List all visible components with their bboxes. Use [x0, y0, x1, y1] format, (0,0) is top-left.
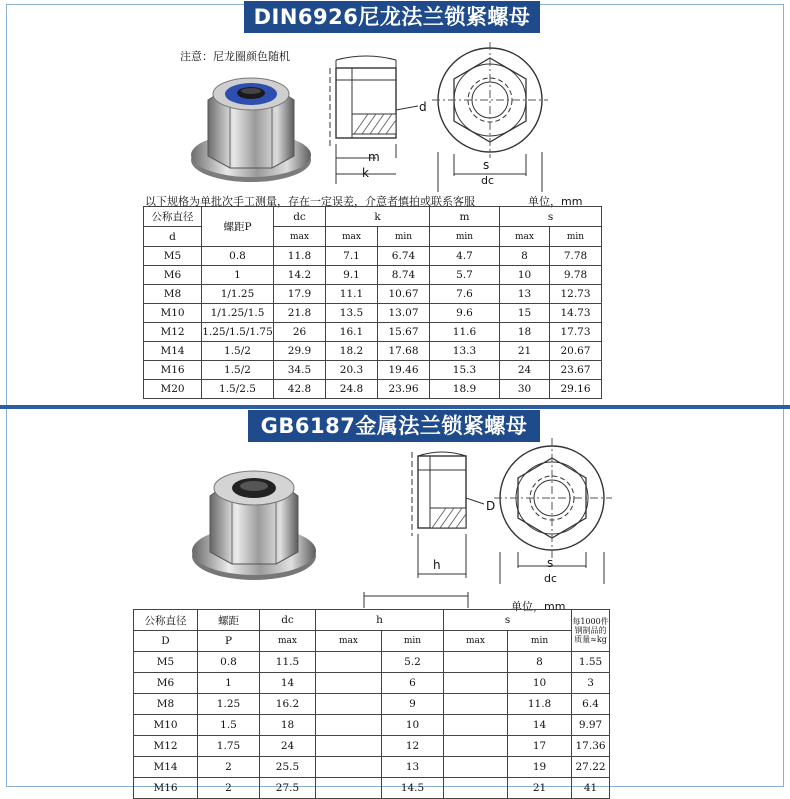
table-cell: 21 — [500, 342, 550, 361]
metal-nut-section-drawing — [404, 446, 494, 582]
table-cell — [316, 715, 382, 736]
h-dimension-line — [360, 590, 474, 608]
table-cell: 30 — [500, 380, 550, 399]
table-cell: M5 — [144, 247, 202, 266]
table-cell: 10 — [500, 266, 550, 285]
table-cell: 29.16 — [550, 380, 602, 399]
table-cell: 15.3 — [430, 361, 500, 380]
table-cell: 11.8 — [274, 247, 326, 266]
table-cell: M20 — [144, 380, 202, 399]
table-cell: M8 — [144, 285, 202, 304]
table-cell: 16.1 — [326, 323, 378, 342]
table-cell: 12 — [382, 736, 444, 757]
table-cell: 27.5 — [260, 778, 316, 799]
table-cell — [316, 757, 382, 778]
table-cell: 17.68 — [378, 342, 430, 361]
table-cell: 12.73 — [550, 285, 602, 304]
table-cell — [444, 652, 508, 673]
table-cell: 34.5 — [274, 361, 326, 380]
header-nominal-2: 公称直径 — [134, 610, 198, 631]
table-cell: 20.67 — [550, 342, 602, 361]
header-P: P — [198, 631, 260, 652]
header-s: s — [500, 207, 602, 227]
table-cell: 0.8 — [202, 247, 274, 266]
table-cell: 1.55 — [572, 652, 610, 673]
nylon-color-note: 注意：尼龙圈颜色随机 — [180, 50, 290, 63]
metal-nut-top-view-drawing — [494, 436, 616, 586]
table-cell: 1/1.25 — [202, 285, 274, 304]
table-cell: 26 — [274, 323, 326, 342]
table-cell: M10 — [134, 715, 198, 736]
table-cell: 11.8 — [508, 694, 572, 715]
header-h: h — [316, 610, 444, 631]
nylon-nut-section-drawing — [322, 48, 432, 190]
table-cell: 1.5/2.5 — [202, 380, 274, 399]
table-cell: 17.36 — [572, 736, 610, 757]
table-cell: M14 — [144, 342, 202, 361]
header-s-min: min — [550, 227, 602, 247]
table-row — [144, 361, 602, 380]
table-cell: 1.25 — [198, 694, 260, 715]
table-cell: 21.8 — [274, 304, 326, 323]
table-cell: 9.1 — [326, 266, 378, 285]
table-cell: 9.97 — [572, 715, 610, 736]
table-row — [144, 304, 602, 323]
table-cell: 19.46 — [378, 361, 430, 380]
gb6187-spec-table — [133, 609, 610, 799]
table-cell: 41 — [572, 778, 610, 799]
table-cell: 6.74 — [378, 247, 430, 266]
header-D: D — [134, 631, 198, 652]
table-cell: 20.3 — [326, 361, 378, 380]
table-cell: 8.74 — [378, 266, 430, 285]
table-cell — [444, 715, 508, 736]
header-dc-max: max — [274, 227, 326, 247]
table-cell: M5 — [134, 652, 198, 673]
table-cell: M6 — [134, 673, 198, 694]
unit-label-1: 单位，mm — [528, 195, 583, 208]
table-cell: 27.22 — [572, 757, 610, 778]
table-cell — [316, 736, 382, 757]
header-k-min: min — [378, 227, 430, 247]
table-cell: 24.8 — [326, 380, 378, 399]
table-cell: 8 — [508, 652, 572, 673]
table-row — [144, 342, 602, 361]
dim-label-s: s — [483, 158, 490, 172]
dim-label-k: k — [362, 166, 369, 180]
table-row — [134, 778, 610, 799]
table-cell: 1 — [202, 266, 274, 285]
table-cell — [316, 778, 382, 799]
table-cell: 1.25/1.5/1.75 — [202, 323, 274, 342]
table-cell: 2 — [198, 757, 260, 778]
din6926-spec-table — [143, 206, 602, 399]
dim-label-d: d — [419, 100, 427, 114]
table-cell: 24 — [260, 736, 316, 757]
table-cell: 5.2 — [382, 652, 444, 673]
nylon-nut-photo — [186, 60, 316, 188]
header-s-max: max — [500, 227, 550, 247]
table-cell: 1.5/2 — [202, 361, 274, 380]
table-cell: 3 — [572, 673, 610, 694]
table-row — [144, 323, 602, 342]
table-cell: 7.6 — [430, 285, 500, 304]
table-cell: 18.9 — [430, 380, 500, 399]
section-divider — [0, 405, 790, 409]
table-row — [134, 715, 610, 736]
header-dc-2: dc — [260, 610, 316, 631]
table-cell: 24 — [500, 361, 550, 380]
table-cell: 7.78 — [550, 247, 602, 266]
table-cell: 1 — [198, 673, 260, 694]
table-cell — [444, 778, 508, 799]
header-s-2: s — [444, 610, 572, 631]
table-cell — [444, 673, 508, 694]
table-cell: 10 — [382, 715, 444, 736]
table-row — [144, 285, 602, 304]
table-cell: M10 — [144, 304, 202, 323]
table-cell: 13.5 — [326, 304, 378, 323]
table-cell: 17.73 — [550, 323, 602, 342]
table-cell: 9 — [382, 694, 444, 715]
measurement-note: 以下规格为单批次手工测量，存在一定误差，介意者慎拍或联系客服 — [145, 195, 475, 208]
dim-label-s2: s — [547, 556, 554, 570]
table-cell: 18 — [500, 323, 550, 342]
dim-label-D: D — [486, 499, 496, 513]
table-cell: M8 — [134, 694, 198, 715]
table-cell: 14 — [508, 715, 572, 736]
table-cell: 1.75 — [198, 736, 260, 757]
nylon-nut-top-view-drawing — [432, 42, 548, 192]
table-row — [144, 266, 602, 285]
table-cell — [316, 652, 382, 673]
section2-title: GB6187金属法兰锁紧螺母 — [248, 410, 540, 442]
table-cell: 2 — [198, 778, 260, 799]
table-cell: 17.9 — [274, 285, 326, 304]
table-cell: 7.1 — [326, 247, 378, 266]
table-cell: 25.5 — [260, 757, 316, 778]
header-m: m — [430, 207, 500, 227]
table-cell: 14 — [260, 673, 316, 694]
header-m-min: min — [430, 227, 500, 247]
table-cell: 19 — [508, 757, 572, 778]
table-cell: 23.96 — [378, 380, 430, 399]
table-cell: M14 — [134, 757, 198, 778]
table-cell: 1.5 — [198, 715, 260, 736]
table-cell: 13.07 — [378, 304, 430, 323]
table-cell: 15.67 — [378, 323, 430, 342]
table-cell: 14.5 — [382, 778, 444, 799]
table-cell: 11.5 — [260, 652, 316, 673]
table-cell — [444, 736, 508, 757]
header-nominal: 公称直径 — [144, 207, 202, 227]
table-cell: 18.2 — [326, 342, 378, 361]
header-d: d — [144, 227, 202, 247]
table-cell: 13 — [500, 285, 550, 304]
table-row — [134, 673, 610, 694]
header-pitch: 螺距P — [202, 207, 274, 247]
header-weight: 每1000件钢制品的质量≈kg — [572, 610, 610, 652]
table-cell: 11.6 — [430, 323, 500, 342]
table-cell: M6 — [144, 266, 202, 285]
metal-nut-photo — [188, 452, 320, 584]
dim-label-dc: dc — [481, 174, 495, 187]
table-cell — [316, 694, 382, 715]
dim-label-m: m — [368, 150, 380, 164]
table-row — [134, 736, 610, 757]
table-cell: 13.3 — [430, 342, 500, 361]
table-cell — [444, 757, 508, 778]
header-s2-min: min — [508, 631, 572, 652]
table-cell: 8 — [500, 247, 550, 266]
table-row — [134, 757, 610, 778]
header-k-max: max — [326, 227, 378, 247]
dim-label-dc2: dc — [544, 572, 558, 585]
table-row — [134, 694, 610, 715]
table-cell: 6 — [382, 673, 444, 694]
table-cell — [316, 673, 382, 694]
table-cell: 21 — [508, 778, 572, 799]
table-cell: 15 — [500, 304, 550, 323]
table-cell: M16 — [134, 778, 198, 799]
table-cell: 10 — [508, 673, 572, 694]
header-k: k — [326, 207, 430, 227]
table-cell: 29.9 — [274, 342, 326, 361]
table-cell: 4.7 — [430, 247, 500, 266]
table-cell: 0.8 — [198, 652, 260, 673]
unit-label-2: 单位，mm — [511, 600, 566, 613]
table-cell: 18 — [260, 715, 316, 736]
table-cell: 11.1 — [326, 285, 378, 304]
header-s2-max: max — [444, 631, 508, 652]
header-pitch-2: 螺距 — [198, 610, 260, 631]
table-cell — [444, 694, 508, 715]
table-cell: 9.78 — [550, 266, 602, 285]
table-cell: 13 — [382, 757, 444, 778]
table-cell: M16 — [144, 361, 202, 380]
table-cell: 5.7 — [430, 266, 500, 285]
table-cell: 1/1.25/1.5 — [202, 304, 274, 323]
table-cell: 1.5/2 — [202, 342, 274, 361]
table-cell: 42.8 — [274, 380, 326, 399]
table-row — [134, 652, 610, 673]
header-h-max: max — [316, 631, 382, 652]
table-cell: 14.73 — [550, 304, 602, 323]
header-dc: dc — [274, 207, 326, 227]
header-dc2-max: max — [260, 631, 316, 652]
section1-title: DIN6926尼龙法兰锁紧螺母 — [244, 1, 540, 33]
table-cell: 23.67 — [550, 361, 602, 380]
header-h-min: min — [382, 631, 444, 652]
table-cell: 9.6 — [430, 304, 500, 323]
table-cell: 10.67 — [378, 285, 430, 304]
table-cell: M12 — [134, 736, 198, 757]
table-cell: 16.2 — [260, 694, 316, 715]
dim-label-h: h — [433, 558, 441, 572]
table-cell: M12 — [144, 323, 202, 342]
table-row — [144, 247, 602, 266]
table-cell: 14.2 — [274, 266, 326, 285]
table-cell: 17 — [508, 736, 572, 757]
table-cell: 6.4 — [572, 694, 610, 715]
table-row — [144, 380, 602, 399]
